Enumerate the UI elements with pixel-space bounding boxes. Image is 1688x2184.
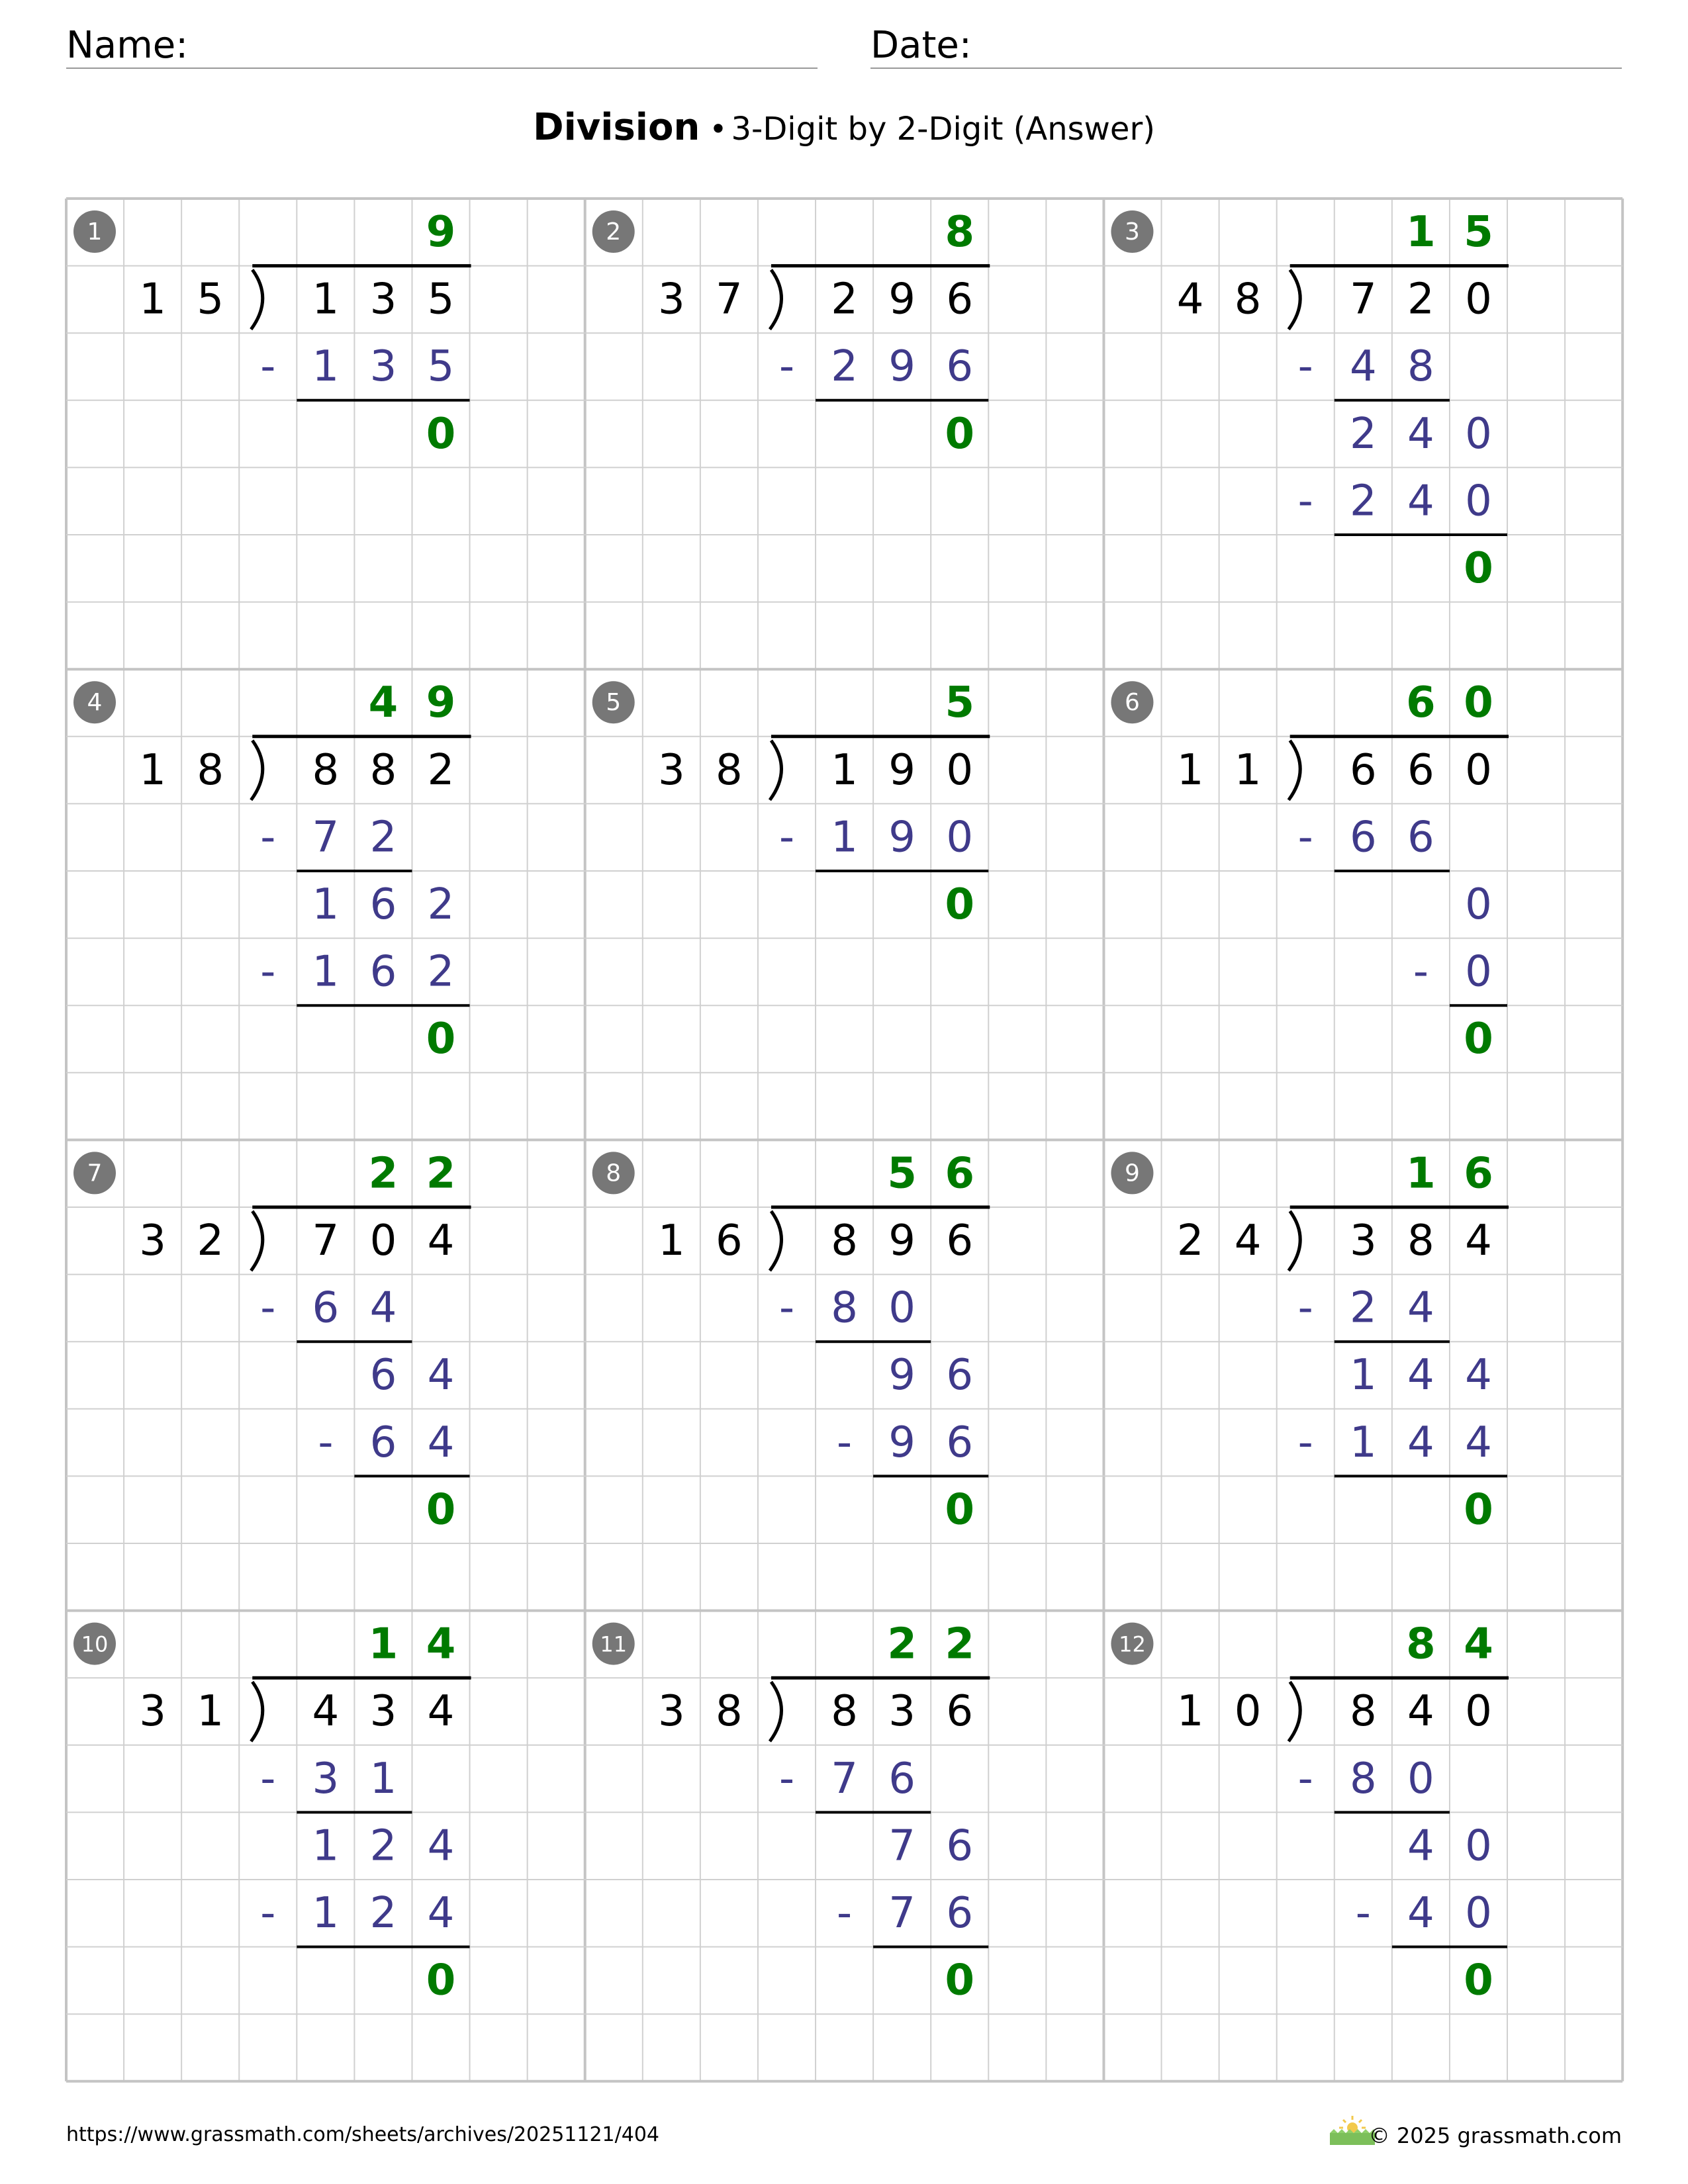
minus-sign: -: [1297, 813, 1313, 862]
minus-sign: -: [1297, 477, 1313, 526]
dividend-digit: 2: [427, 745, 455, 795]
work-digit: 2: [1349, 1283, 1377, 1333]
work-digit: 2: [369, 813, 397, 862]
work-digit: 8: [1407, 342, 1434, 392]
work-digit: 0: [1465, 1889, 1492, 1938]
minus-sign: -: [1297, 1418, 1313, 1467]
work-digit: 4: [427, 1821, 455, 1871]
divisor-digit: 6: [716, 1216, 743, 1265]
work-digit: 1: [312, 880, 340, 929]
minus-sign: -: [260, 342, 276, 392]
problem-number: 10: [81, 1631, 109, 1657]
work-digit: 7: [888, 1821, 916, 1871]
quotient-digit: 4: [426, 1619, 456, 1669]
divisor-digit: 8: [716, 745, 743, 795]
remainder-digit: 0: [945, 1956, 975, 2005]
dividend-digit: 4: [312, 1687, 340, 1737]
dividend-digit: 3: [369, 1687, 397, 1737]
work-digit: 4: [427, 1889, 455, 1938]
division-bracket: [251, 1211, 263, 1271]
work-digit: 2: [831, 342, 858, 392]
remainder-digit: 0: [1464, 1956, 1493, 2005]
work-digit: 6: [369, 1418, 397, 1467]
divisor-digit: 7: [716, 275, 743, 324]
work-digit: 2: [427, 947, 455, 997]
work-digit: 1: [369, 1754, 397, 1803]
minus-sign: -: [260, 1283, 276, 1333]
work-digit: 6: [946, 342, 974, 392]
dividend-digit: 9: [888, 1216, 916, 1265]
work-digit: 2: [369, 1821, 397, 1871]
quotient-digit: 2: [945, 1619, 975, 1669]
divisor-digit: 2: [1176, 1216, 1204, 1265]
dividend-digit: 7: [312, 1216, 340, 1265]
work-digit: 4: [1407, 409, 1434, 459]
dividend-digit: 4: [427, 1687, 455, 1737]
minus-sign: -: [778, 1283, 795, 1333]
work-digit: 4: [1407, 1351, 1434, 1400]
quotient-digit: 4: [1464, 1619, 1493, 1669]
quotient-digit: 8: [945, 208, 975, 257]
work-digit: 7: [888, 1889, 916, 1938]
work-digit: 0: [1465, 880, 1492, 929]
division-bracket: [1289, 1682, 1301, 1741]
dividend-digit: 6: [946, 1216, 974, 1265]
divisor-digit: 1: [197, 1687, 224, 1737]
dividend-digit: 4: [1465, 1216, 1492, 1265]
divisor-digit: 2: [197, 1216, 224, 1265]
work-digit: 9: [888, 1418, 916, 1467]
work-digit: 6: [1349, 813, 1377, 862]
work-digit: 1: [312, 947, 340, 997]
division-bracket: [770, 741, 782, 800]
work-digit: 4: [1465, 1351, 1492, 1400]
dividend-digit: 8: [312, 745, 340, 795]
quotient-digit: 1: [1406, 1149, 1436, 1199]
work-digit: 2: [427, 880, 455, 929]
minus-sign: -: [1297, 1283, 1313, 1333]
dividend-digit: 4: [1407, 1687, 1434, 1737]
work-digit: 0: [1465, 947, 1492, 997]
divisor-digit: 8: [197, 745, 224, 795]
work-digit: 4: [427, 1351, 455, 1400]
problem-number: 2: [606, 218, 622, 246]
dividend-digit: 2: [831, 275, 858, 324]
remainder-digit: 0: [1464, 1015, 1493, 1064]
work-digit: 0: [888, 1283, 916, 1333]
dividend-digit: 0: [1465, 745, 1492, 795]
divisor-digit: 3: [657, 745, 685, 795]
work-digit: 4: [1349, 342, 1377, 392]
work-digit: 3: [369, 342, 397, 392]
work-digit: 4: [1465, 1418, 1492, 1467]
remainder-digit: 0: [945, 880, 975, 929]
division-bracket: [251, 270, 263, 330]
remainder-digit: 0: [1464, 544, 1493, 593]
date-label: Date:: [870, 24, 972, 67]
work-digit: 0: [1465, 409, 1492, 459]
division-bracket: [770, 1211, 782, 1271]
work-digit: 6: [888, 1754, 916, 1803]
divisor-digit: 4: [1176, 275, 1204, 324]
dividend-digit: 1: [831, 745, 858, 795]
quotient-digit: 5: [1464, 208, 1493, 257]
work-digit: 9: [888, 813, 916, 862]
work-digit: 1: [1349, 1418, 1377, 1467]
dividend-digit: 8: [1407, 1216, 1434, 1265]
divisor-digit: 3: [657, 275, 685, 324]
remainder-digit: 0: [426, 409, 456, 459]
divisor-digit: 1: [139, 745, 166, 795]
quotient-digit: 6: [1406, 678, 1436, 728]
divisor-digit: 1: [1176, 745, 1204, 795]
division-bracket: [1289, 270, 1301, 330]
work-digit: 6: [946, 1889, 974, 1938]
work-digit: 6: [1407, 813, 1434, 862]
dividend-digit: 3: [1349, 1216, 1377, 1265]
work-digit: 6: [946, 1821, 974, 1871]
quotient-digit: 1: [1406, 208, 1436, 257]
problem-number: 6: [1124, 689, 1140, 717]
dividend-digit: 9: [888, 745, 916, 795]
divisor-digit: 3: [657, 1687, 685, 1737]
minus-sign: -: [260, 1754, 276, 1803]
divisor-digit: 8: [716, 1687, 743, 1737]
dividend-digit: 0: [946, 745, 974, 795]
work-digit: 4: [1407, 477, 1434, 526]
dividend-digit: 2: [1407, 275, 1434, 324]
quotient-digit: 1: [368, 1619, 399, 1669]
dividend-digit: 9: [888, 275, 916, 324]
dividend-digit: 0: [1465, 275, 1492, 324]
dividend-digit: 8: [1349, 1687, 1377, 1737]
problem-number: 1: [87, 218, 103, 246]
work-digit: 2: [1349, 477, 1377, 526]
quotient-digit: 5: [887, 1149, 917, 1199]
dividend-digit: 3: [369, 275, 397, 324]
work-digit: 3: [312, 1754, 340, 1803]
footer-copyright: © 2025 grassmath.com: [1368, 2123, 1622, 2148]
work-digit: 2: [1349, 409, 1377, 459]
work-digit: 7: [312, 813, 340, 862]
minus-sign: -: [1297, 1754, 1313, 1803]
work-digit: 1: [1349, 1351, 1377, 1400]
divisor-digit: 1: [657, 1216, 685, 1265]
minus-sign: -: [778, 813, 795, 862]
work-digit: 4: [369, 1283, 397, 1333]
work-digit: 1: [312, 1889, 340, 1938]
work-digit: 2: [369, 1889, 397, 1938]
dividend-digit: 7: [1349, 275, 1377, 324]
dividend-digit: 8: [831, 1687, 858, 1737]
remainder-digit: 0: [945, 409, 975, 459]
quotient-digit: 9: [426, 678, 456, 728]
division-bracket: [1289, 741, 1301, 800]
work-digit: 4: [1407, 1889, 1434, 1938]
divisor-digit: 3: [139, 1687, 166, 1737]
remainder-digit: 0: [426, 1956, 456, 2005]
minus-sign: -: [837, 1418, 853, 1467]
dividend-digit: 6: [1349, 745, 1377, 795]
work-digit: 9: [888, 1351, 916, 1400]
work-digit: 8: [831, 1283, 858, 1333]
quotient-digit: 2: [426, 1149, 456, 1199]
remainder-digit: 0: [426, 1015, 456, 1064]
divisor-digit: 8: [1234, 275, 1262, 324]
division-bracket: [770, 1682, 782, 1741]
minus-sign: -: [1355, 1889, 1371, 1938]
divisor-digit: 0: [1234, 1687, 1262, 1737]
work-digit: 7: [831, 1754, 858, 1803]
quotient-digit: 0: [1464, 678, 1493, 728]
problem-number: 5: [606, 689, 622, 717]
quotient-digit: 4: [368, 678, 399, 728]
footer-url: https://www.grassmath.com/sheets/archives/20251121/404: [66, 2123, 660, 2146]
divisor-digit: 1: [139, 275, 166, 324]
divisor-digit: 3: [139, 1216, 166, 1265]
work-digit: 1: [312, 1821, 340, 1871]
work-digit: 4: [1407, 1821, 1434, 1871]
minus-sign: -: [778, 1754, 795, 1803]
work-digit: 4: [1407, 1283, 1434, 1333]
problem-number: 11: [600, 1631, 628, 1657]
work-digit: 1: [831, 813, 858, 862]
problem-number: 9: [1124, 1160, 1140, 1187]
dividend-digit: 8: [369, 745, 397, 795]
remainder-digit: 0: [426, 1485, 456, 1535]
dividend-digit: 8: [831, 1216, 858, 1265]
quotient-digit: 5: [945, 678, 975, 728]
minus-sign: -: [778, 342, 795, 392]
work-digit: 9: [888, 342, 916, 392]
quotient-digit: 2: [887, 1619, 917, 1669]
dividend-digit: 3: [888, 1687, 916, 1737]
work-digit: 4: [1407, 1418, 1434, 1467]
work-digit: 6: [369, 1351, 397, 1400]
minus-sign: -: [260, 813, 276, 862]
problem-number: 8: [606, 1160, 622, 1187]
minus-sign: -: [837, 1889, 853, 1938]
work-digit: 4: [427, 1418, 455, 1467]
work-digit: 6: [369, 880, 397, 929]
division-bracket: [251, 1682, 263, 1741]
remainder-digit: 0: [1464, 1485, 1493, 1535]
quotient-digit: 9: [426, 208, 456, 257]
minus-sign: -: [1413, 947, 1429, 997]
dividend-digit: 1: [312, 275, 340, 324]
work-digit: 1: [312, 342, 340, 392]
dividend-digit: 6: [946, 1687, 974, 1737]
quotient-digit: 2: [368, 1149, 399, 1199]
problem-number: 3: [1124, 218, 1140, 246]
name-label: Name:: [66, 24, 189, 67]
minus-sign: -: [260, 947, 276, 997]
quotient-digit: 6: [1464, 1149, 1493, 1199]
minus-sign: -: [318, 1418, 334, 1467]
division-bracket: [251, 741, 263, 800]
work-digit: 6: [946, 1418, 974, 1467]
title-subtitle: 3-Digit by 2-Digit (Answer): [731, 111, 1155, 148]
work-digit: 5: [427, 342, 455, 392]
work-digit: 6: [369, 947, 397, 997]
division-bracket: [1289, 1211, 1301, 1271]
dividend-digit: 6: [1407, 745, 1434, 795]
dividend-digit: 5: [427, 275, 455, 324]
work-digit: 6: [312, 1283, 340, 1333]
work-digit: 0: [1465, 1821, 1492, 1871]
problem-number: 4: [87, 689, 103, 717]
work-digit: 0: [1407, 1754, 1434, 1803]
division-bracket: [770, 270, 782, 330]
divisor-digit: 1: [1234, 745, 1262, 795]
work-digit: 0: [1465, 477, 1492, 526]
divisor-digit: 4: [1234, 1216, 1262, 1265]
problem-number: 12: [1119, 1631, 1146, 1657]
dividend-digit: 0: [1465, 1687, 1492, 1737]
divisor-digit: 1: [1176, 1687, 1204, 1737]
quotient-digit: 6: [945, 1149, 975, 1199]
title-main: Division: [533, 106, 700, 149]
dividend-digit: 0: [369, 1216, 397, 1265]
divisor-digit: 5: [197, 275, 224, 324]
dividend-digit: 4: [427, 1216, 455, 1265]
work-digit: 6: [946, 1351, 974, 1400]
work-digit: 0: [946, 813, 974, 862]
minus-sign: -: [260, 1889, 276, 1938]
work-digit: 8: [1349, 1754, 1377, 1803]
problem-number: 7: [87, 1160, 103, 1187]
dividend-digit: 6: [946, 275, 974, 324]
remainder-digit: 0: [945, 1485, 975, 1535]
title-separator: •: [709, 111, 727, 147]
quotient-digit: 8: [1406, 1619, 1436, 1669]
minus-sign: -: [1297, 342, 1313, 392]
